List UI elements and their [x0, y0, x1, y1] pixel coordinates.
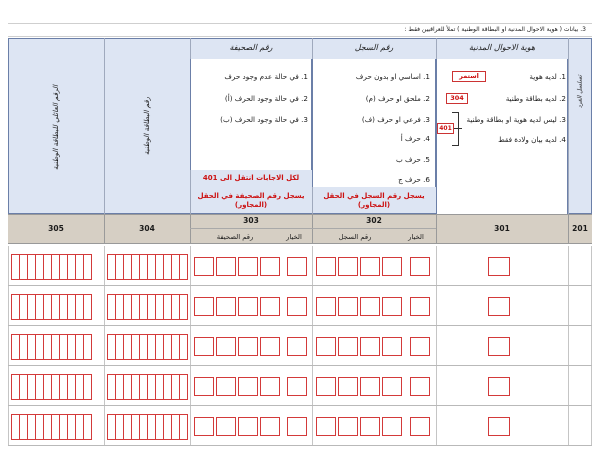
row-divider — [8, 325, 592, 326]
section-title: 3. بيانات ( هوية الاحوال المدنية او البطاقة الوطنية ) تملأ للعراقيين فقط : — [404, 26, 586, 33]
column-divider — [591, 246, 592, 446]
national-card-digit-grid[interactable] — [107, 254, 187, 280]
record-digit-box[interactable] — [382, 377, 402, 396]
family-no-digit-grid[interactable] — [11, 294, 91, 320]
national-card-digit-grid[interactable] — [107, 414, 187, 440]
family-no-digit-grid[interactable] — [11, 374, 91, 400]
record-digit-box[interactable] — [360, 337, 380, 356]
record-digit-box[interactable] — [338, 337, 358, 356]
digit-cell[interactable] — [83, 334, 92, 360]
page-choice-box[interactable] — [287, 337, 307, 356]
col-201: 201 — [572, 224, 588, 233]
civil-id-choice-box[interactable] — [488, 297, 510, 316]
record-choice-box[interactable] — [410, 377, 430, 396]
note-all-to-401: لكل الاجابات انتقل الى 401 — [202, 174, 300, 182]
column-divider — [8, 246, 9, 446]
row-divider — [8, 405, 592, 406]
record-option: 2. ملحق او حرف (م) — [365, 94, 430, 103]
digit-cell[interactable] — [83, 414, 92, 440]
header-civil-id: هوية الاحوال المدنية — [468, 43, 536, 52]
digit-cell[interactable] — [179, 254, 188, 280]
page-digit-box[interactable] — [260, 297, 280, 316]
sub-page-no: رقم الصحيفة — [216, 233, 254, 241]
sub-choice-302: الخيار — [408, 233, 424, 241]
sub-choice-303: الخيار — [286, 233, 302, 241]
page-digit-box[interactable] — [238, 297, 258, 316]
national-card-digit-grid[interactable] — [107, 334, 187, 360]
record-choice-box[interactable] — [410, 297, 430, 316]
digit-cell[interactable] — [179, 294, 188, 320]
record-digit-box[interactable] — [382, 297, 402, 316]
page-digit-box[interactable] — [216, 417, 236, 436]
option-has-id: 1. لديه هوية — [529, 72, 566, 81]
col-302: 302 — [366, 216, 382, 225]
record-option: 3. فرعي او حرف (ف) — [361, 115, 430, 124]
divider — [8, 23, 592, 24]
record-digit-box[interactable] — [316, 257, 336, 276]
national-card-digit-grid[interactable] — [107, 294, 187, 320]
header-family-no: الرقم العائلي للبطاقة الوطنية — [52, 85, 60, 171]
page-choice-box[interactable] — [287, 377, 307, 396]
civil-id-choice-box[interactable] — [488, 337, 510, 356]
option-has-national-card: 2. لديه بطاقة وطنية — [505, 94, 566, 103]
digit-cell[interactable] — [83, 254, 92, 280]
page-digit-box[interactable] — [216, 297, 236, 316]
page-digit-box[interactable] — [216, 377, 236, 396]
record-choice-box[interactable] — [410, 417, 430, 436]
skip-continue: استمر — [452, 71, 486, 82]
option-has-none: 3. ليس لديه هوية او بطاقة وطنية — [466, 115, 566, 124]
page-choice-box[interactable] — [287, 257, 307, 276]
record-choice-box[interactable] — [410, 337, 430, 356]
column-divider — [190, 246, 191, 446]
skip-401: 401 — [437, 123, 454, 134]
page-digit-box[interactable] — [260, 417, 280, 436]
digit-cell[interactable] — [83, 294, 92, 320]
header-page-no: رقم الصحيفة — [229, 43, 273, 52]
column-divider — [312, 246, 313, 446]
digit-cell[interactable] — [179, 374, 188, 400]
col-303: 303 — [243, 216, 259, 225]
page-digit-box[interactable] — [216, 337, 236, 356]
civil-id-choice-box[interactable] — [488, 257, 510, 276]
page-digit-box[interactable] — [238, 417, 258, 436]
row-divider — [8, 445, 592, 446]
record-option: 5. حرف ب — [395, 155, 430, 164]
header-member-seq: تسلسل الفرد — [576, 74, 584, 109]
record-digit-box[interactable] — [338, 417, 358, 436]
page-option: 2. في حالة وجود الحرف (أ) — [224, 94, 308, 103]
option-birth-cert-only: 4. لديه بيان ولادة فقط — [498, 135, 566, 144]
record-digit-box[interactable] — [338, 297, 358, 316]
record-digit-box[interactable] — [360, 377, 380, 396]
page-digit-box[interactable] — [194, 377, 214, 396]
col-305: 305 — [48, 224, 64, 233]
page-digit-box[interactable] — [238, 337, 258, 356]
page-choice-box[interactable] — [287, 297, 307, 316]
sub-record-no: رقم السجل — [338, 233, 372, 241]
page-digit-box[interactable] — [194, 297, 214, 316]
record-digit-box[interactable] — [316, 297, 336, 316]
page-digit-box[interactable] — [194, 257, 214, 276]
column-divider — [104, 246, 105, 446]
note-page-in-next: يسجل رقم الصحيفة في الحقل (المجاور) — [197, 192, 305, 209]
page-digit-box[interactable] — [216, 257, 236, 276]
page-digit-box[interactable] — [194, 337, 214, 356]
record-digit-box[interactable] — [316, 337, 336, 356]
page-choice-box[interactable] — [287, 417, 307, 436]
page-option: 3. في حالة وجود الحرف (ب) — [220, 115, 308, 124]
row-divider — [8, 285, 592, 286]
family-no-digit-grid[interactable] — [11, 334, 91, 360]
record-option: 1. اساسي او بدون حرف — [355, 72, 430, 81]
record-digit-box[interactable] — [316, 417, 336, 436]
col-304: 304 — [139, 224, 155, 233]
civil-id-choice-box[interactable] — [488, 377, 510, 396]
record-digit-box[interactable] — [360, 257, 380, 276]
header-record-no: رقم السجل — [354, 43, 394, 52]
record-digit-box[interactable] — [360, 417, 380, 436]
record-digit-box[interactable] — [338, 377, 358, 396]
record-digit-box[interactable] — [382, 257, 402, 276]
page-digit-box[interactable] — [260, 337, 280, 356]
digit-cell[interactable] — [83, 374, 92, 400]
note-record-in-next: يسجل رقم السجل في الحقل (المجاور) — [323, 192, 425, 209]
record-option: 6. حرف ج — [398, 175, 430, 184]
record-choice-box[interactable] — [410, 257, 430, 276]
header-national-card-no: رقم البطاقة الوطنية — [143, 96, 151, 156]
family-no-digit-grid[interactable] — [11, 414, 91, 440]
record-option: 4. حرف أ — [400, 134, 430, 143]
page-digit-box[interactable] — [238, 377, 258, 396]
record-digit-box[interactable] — [382, 417, 402, 436]
divider — [8, 36, 592, 37]
family-no-digit-grid[interactable] — [11, 254, 91, 280]
record-digit-box[interactable] — [382, 337, 402, 356]
record-digit-box[interactable] — [360, 297, 380, 316]
column-divider — [568, 246, 569, 446]
digit-cell[interactable] — [179, 334, 188, 360]
column-divider — [436, 246, 437, 446]
record-digit-box[interactable] — [316, 377, 336, 396]
record-digit-box[interactable] — [338, 257, 358, 276]
skip-304: 304 — [446, 93, 468, 104]
civil-id-choice-box[interactable] — [488, 417, 510, 436]
page-digit-box[interactable] — [260, 377, 280, 396]
col-301: 301 — [494, 224, 510, 233]
row-divider — [8, 365, 592, 366]
page-option: 1. في حالة عدم وجود حرف — [224, 72, 308, 81]
page-digit-box[interactable] — [194, 417, 214, 436]
page-digit-box[interactable] — [238, 257, 258, 276]
national-card-digit-grid[interactable] — [107, 374, 187, 400]
digit-cell[interactable] — [179, 414, 188, 440]
page-digit-box[interactable] — [260, 257, 280, 276]
